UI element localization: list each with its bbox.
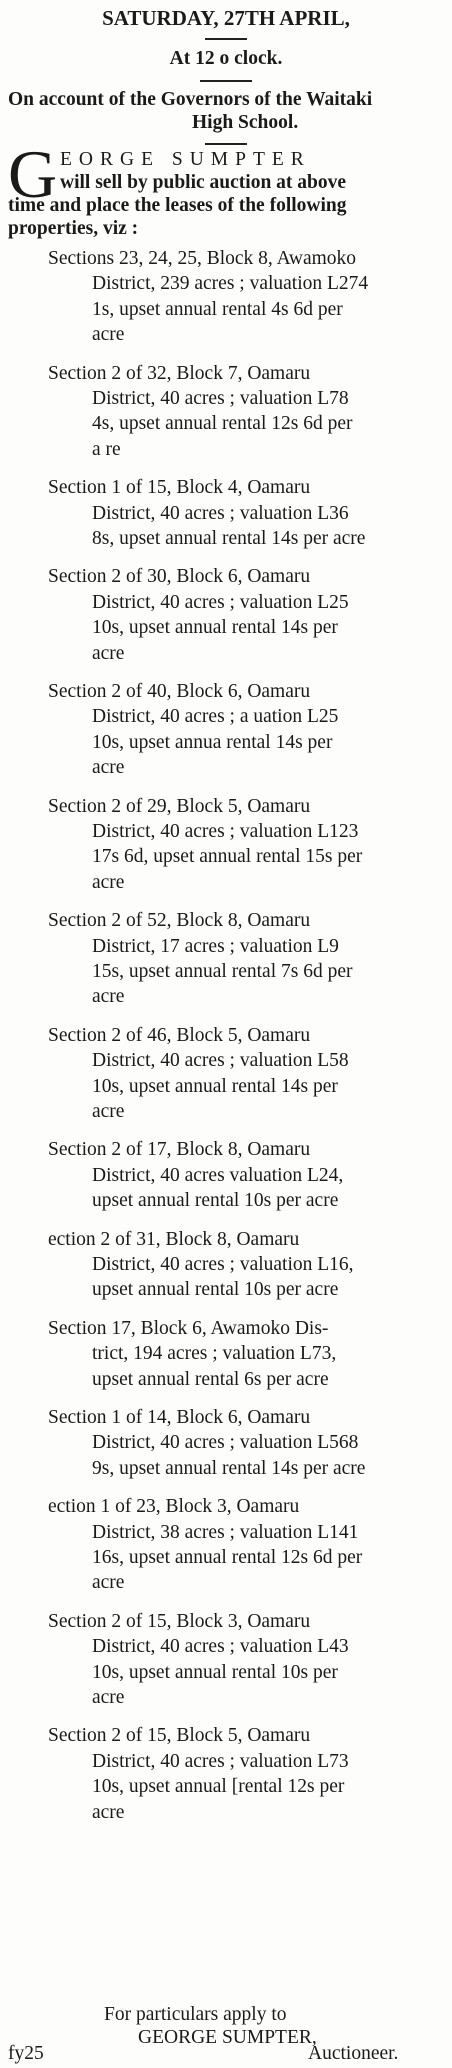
section-detail-line: District, 40 acres ; valuation L16, (92, 1254, 354, 1275)
section-detail-line: upset annual rental 10s per acre (92, 1279, 339, 1301)
section-heading-line: Section 2 of 30, Block 6, Oamaru (48, 566, 311, 588)
section-heading-line: ection 2 of 31, Block 8, Oamaru (48, 1228, 300, 1250)
section-detail-line: District, 40 acres ; valuation L73 (92, 1750, 349, 1772)
section-detail-line: District, 38 acres ; valuation L141 (92, 1521, 359, 1543)
section-detail-line: District, 40 acres ; valuation L58 (92, 1050, 349, 1072)
section-detail-line: acre (92, 1687, 125, 1708)
section-detail-line: District, 40 acres ; valuation L568 (92, 1432, 359, 1454)
section-detail-line: District, 40 acres valuation L24, (92, 1164, 344, 1186)
footer-role: Auctioneer. (308, 2043, 399, 2064)
section-detail-line: District, 17 acres ; valuation L9 (92, 935, 339, 957)
section-heading-line: Section 2 of 29, Block 5, Oamaru (48, 795, 311, 817)
divider (200, 80, 252, 82)
section-detail-line: 15s, upset annual rental 7s 6d per (92, 961, 353, 982)
section-detail-line: District, 40 acres ; a uation L25 (92, 706, 339, 728)
section-detail-line: 17s 6d, upset annual rental 15s per (92, 846, 363, 868)
section-detail-line: acre (92, 1572, 125, 1594)
section-detail-line: 9s, upset annual rental 14s per acre (92, 1457, 366, 1479)
section-detail-line: 1s, upset annual rental 4s 6d per (92, 298, 343, 320)
dropcap-letter: G (8, 136, 58, 212)
section-detail-line: upset annual rental 6s per acre (92, 1368, 329, 1390)
section-heading-line: Section 17, Block 6, Awamoko Dis- (48, 1317, 329, 1339)
section-heading-line: Section 1 of 15, Block 4, Oamaru (48, 477, 311, 499)
intro-line-2: High School. (192, 112, 299, 133)
section-detail-line: District, 239 acres ; valuation L274 (92, 273, 369, 295)
section-heading-line: Section 2 of 40, Block 6, Oamaru (48, 681, 311, 702)
auction-line-4: properties, viz : (8, 218, 139, 239)
section-heading-line: Section 2 of 52, Block 8, Oamaru (48, 910, 311, 932)
section-detail-line: acre (92, 642, 125, 664)
section-detail-line: District, 40 acres ; valuation L43 (92, 1636, 349, 1658)
intro-line-1: On account of the Governors of the Waitaki (8, 89, 373, 110)
section-detail-line: acre (92, 986, 125, 1008)
section-detail-line: 10s, upset annual rental 14s per (92, 617, 338, 639)
section-heading-line: Section 2 of 46, Block 5, Oamaru (48, 1024, 311, 1046)
section-heading-line: Section 2 of 17, Block 8, Oamaru (48, 1139, 311, 1161)
section-detail-line: acre (92, 1801, 125, 1823)
section-heading-line: ection 1 of 23, Block 3, Oamaru (48, 1496, 300, 1518)
section-detail-line: District, 40 acres ; valuation L36 (92, 502, 349, 524)
section-detail-line: 16s, upset annual rental 12s 6d per (92, 1547, 363, 1568)
section-detail-line: District, 40 acres ; valuation L25 (92, 591, 349, 613)
section-detail-line: 10s, upset annual [rental 12s per (92, 1776, 345, 1798)
divider (205, 143, 247, 145)
section-detail-line: District, 40 acres ; valuation L123 (92, 821, 359, 842)
auction-line-1: EORGE SUMPTER (60, 149, 311, 170)
footer-particulars: For particulars apply to (104, 2004, 287, 2025)
section-heading-line: Section 1 of 14, Block 6, Oamaru (48, 1407, 311, 1428)
footer-code: fy25 (8, 2043, 44, 2064)
section-detail-line: 10s, upset annua rental 14s per (92, 731, 333, 753)
section-heading-line: Section 2 of 15, Block 5, Oamaru (48, 1725, 311, 1747)
header-time: At 12 o clock. (169, 48, 283, 69)
section-detail-line: 10s, upset annual rental 14s per (92, 1075, 338, 1097)
auction-line-2: will sell by public auction at above (60, 172, 347, 193)
section-detail-line: upset annual rental 10s per acre (92, 1190, 339, 1212)
section-detail-line: District, 40 acres ; valuation L78 (92, 388, 349, 409)
section-detail-line: 10s, upset annual rental 10s per (92, 1661, 338, 1683)
divider (205, 38, 247, 40)
section-detail-line: a re (92, 438, 121, 460)
section-detail-line: acre (92, 324, 125, 346)
section-heading-line: Sections 23, 24, 25, Block 8, Awamoko (48, 248, 357, 269)
section-detail-line: 4s, upset annual rental 12s 6d per (92, 413, 353, 435)
footer-name: GEORGE SUMPTER, (138, 2027, 317, 2048)
section-detail-line: 8s, upset annual rental 14s per acre (92, 528, 366, 549)
section-detail-line: acre (92, 871, 125, 893)
section-heading-line: Section 2 of 15, Block 3, Oamaru (48, 1610, 311, 1632)
auction-line-3: time and place the leases of the following (8, 195, 347, 216)
section-detail-line: acre (92, 757, 125, 779)
section-heading-line: Section 2 of 32, Block 7, Oamaru (48, 362, 311, 384)
header-date: SATURDAY, 27TH APRIL, (102, 6, 350, 30)
section-detail-line: acre (92, 1101, 125, 1122)
section-detail-line: trict, 194 acres ; valuation L73, (92, 1343, 337, 1365)
